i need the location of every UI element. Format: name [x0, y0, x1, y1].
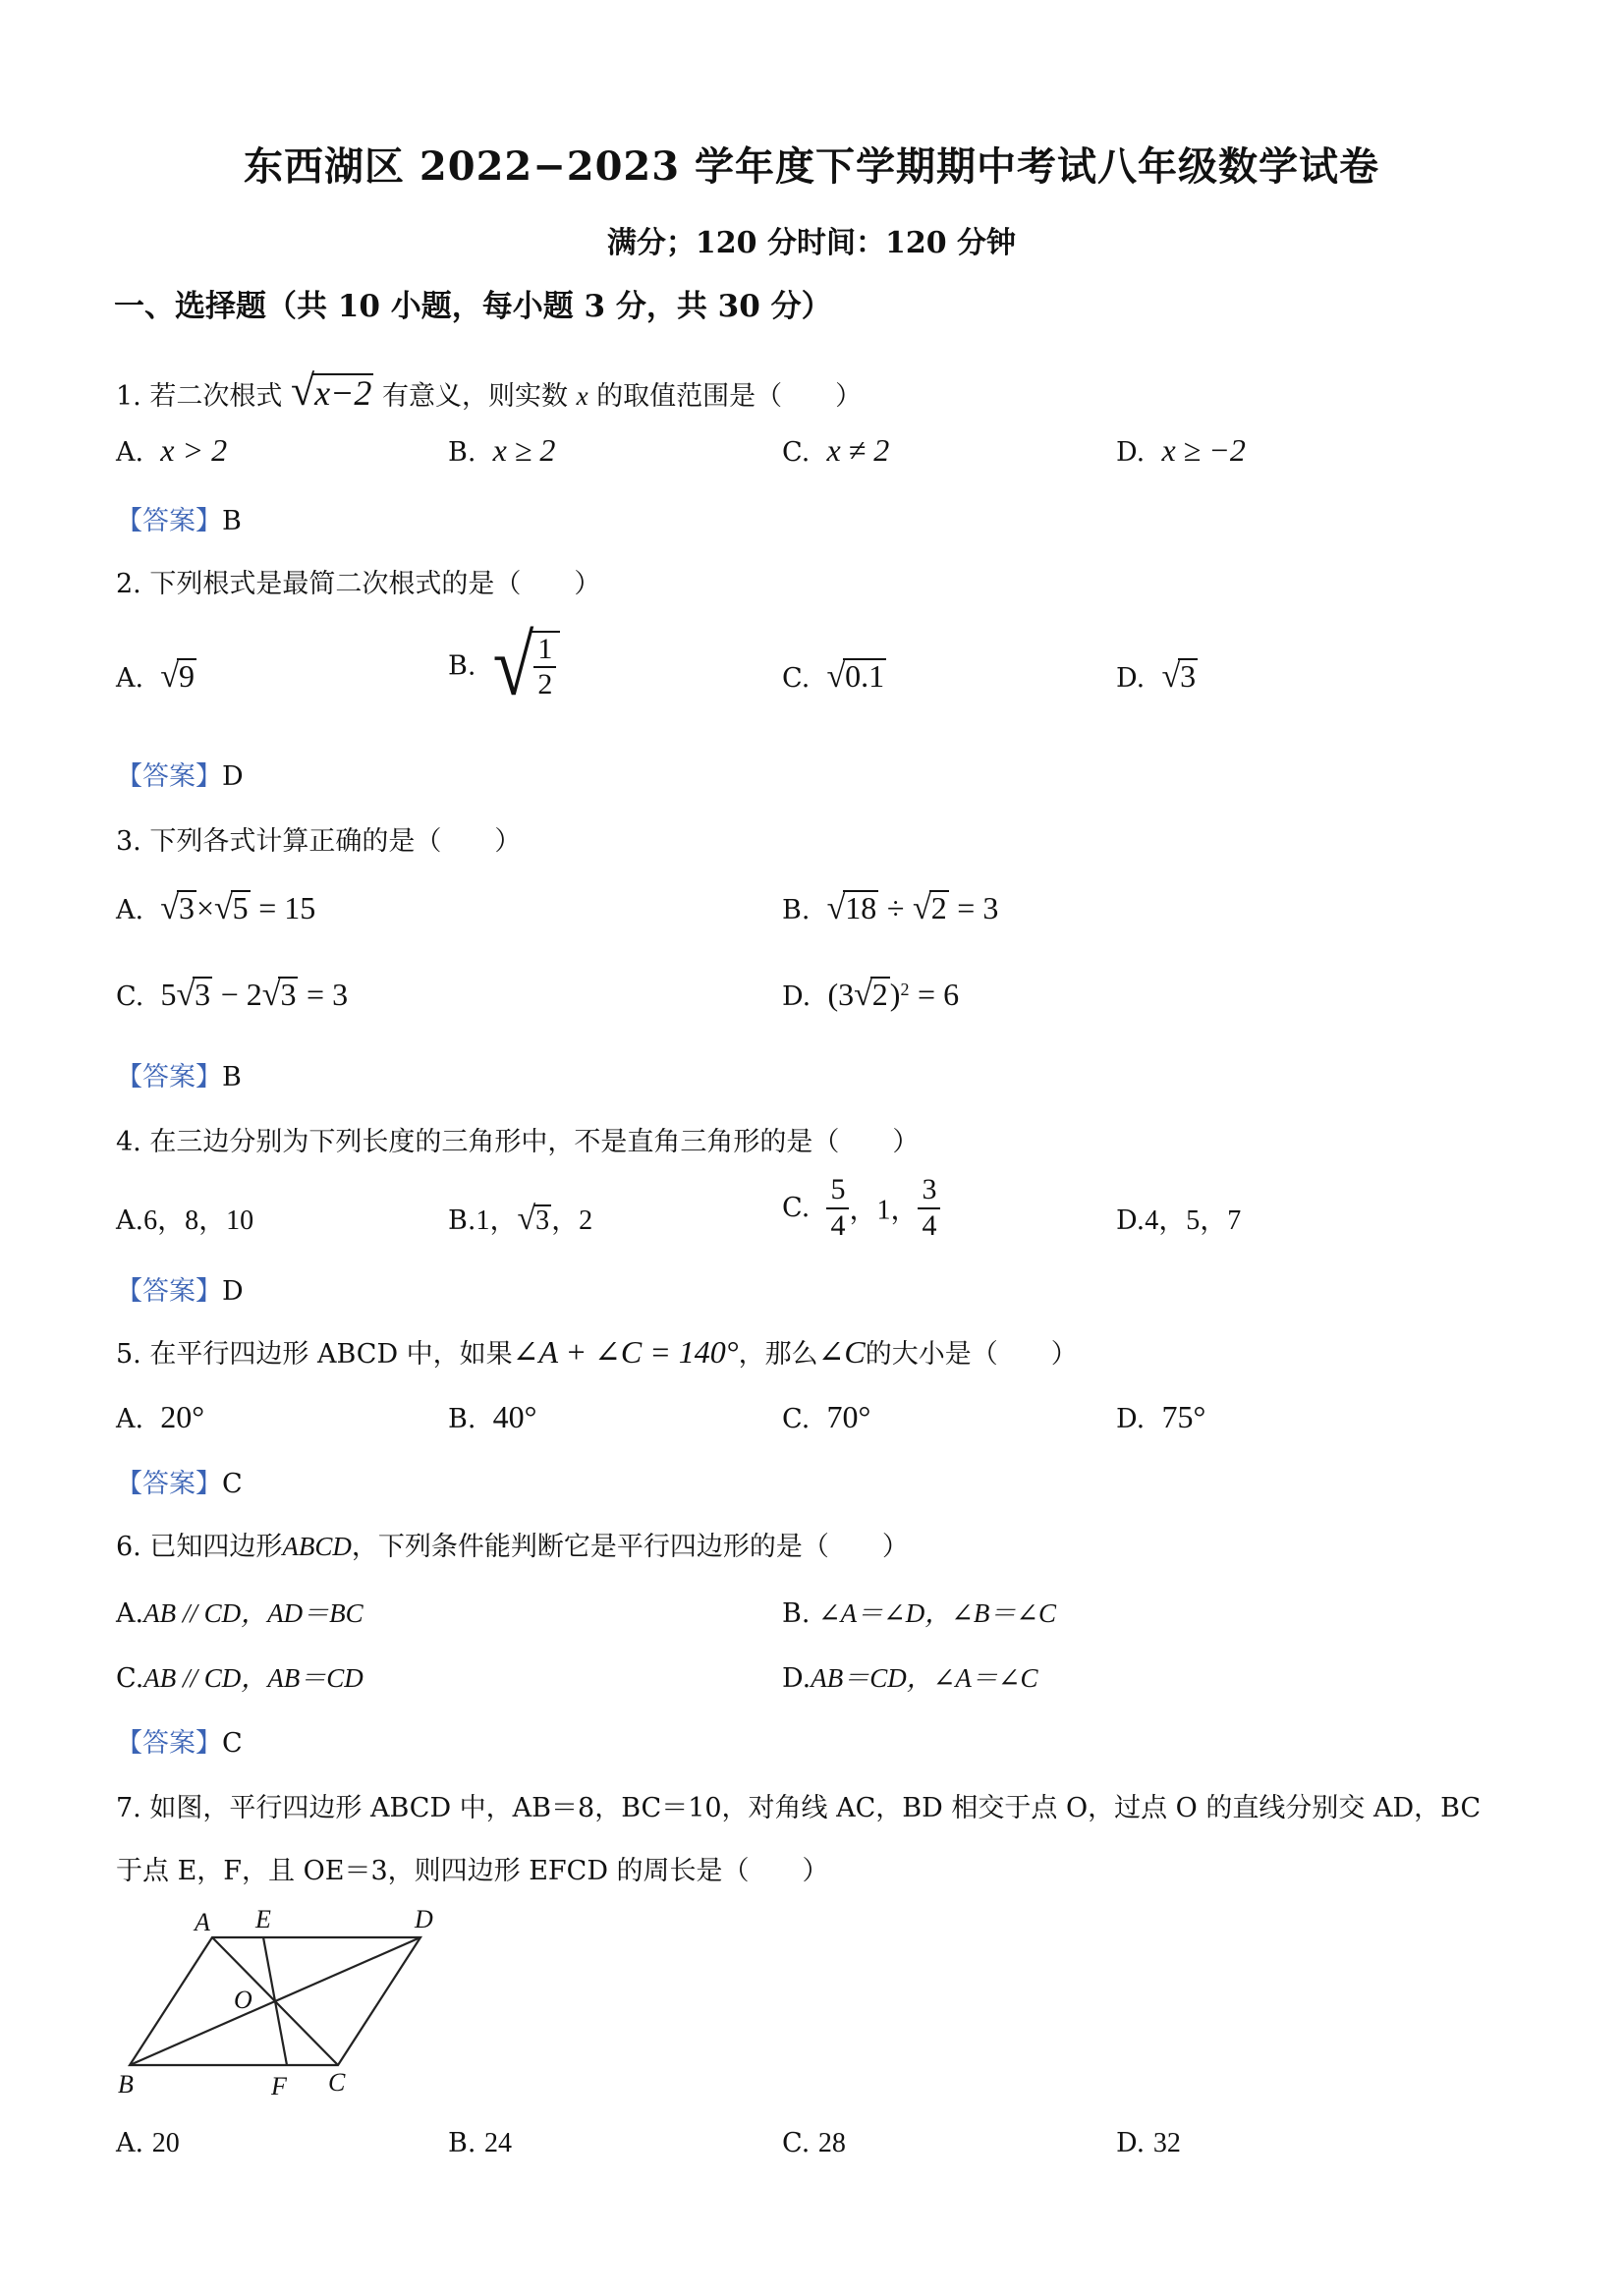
q2-option-a[interactable]: A. √9	[116, 658, 195, 695]
radical-sign: √	[290, 366, 315, 415]
q4-option-b[interactable]: B.1，√3，2	[448, 1201, 593, 1237]
q3-answer: 【答案】B	[116, 1062, 242, 1092]
q4-option-c[interactable]: C. $\frac{5}{4}$ ，1， $\frac{3}{4}$	[782, 1173, 940, 1243]
question-7-line-1: 7. 如图，平行四边形 ABCD 中，AB＝8，BC＝10，对角线 AC，BD 相交于点 O，过点 O 的直线分别交 AD，BC	[116, 1793, 1482, 1823]
q4-option-a[interactable]: A.6，8，10	[116, 1205, 254, 1236]
question-text: 若二次根式	[149, 381, 283, 412]
q4-option-d[interactable]: D.4，5，7	[1116, 1205, 1242, 1236]
question-text: 下列根式是最简二次根式的是（ ）	[149, 569, 601, 599]
q1-option-b[interactable]: B. x ≥ 2	[448, 432, 556, 468]
q2-option-b[interactable]: B. √ $\frac{1}{2}$	[448, 629, 560, 703]
q1-answer: 【答案】B	[116, 506, 242, 536]
q6-option-c[interactable]: C.AB // CD，AB＝CD	[116, 1663, 364, 1694]
q6-option-b[interactable]: B. ∠A＝∠D，∠B＝∠C	[782, 1598, 1057, 1629]
q3-option-a[interactable]: A. √3×√5 = 15	[116, 890, 316, 926]
line-ef	[263, 1937, 287, 2065]
question-5: 5. 在平行四边形 ABCD 中，如果∠A + ∠C = 140°，那么∠C的大小是（ ）	[116, 1334, 1078, 1370]
q3-option-d[interactable]: D. $(3√2)^2 = 6$	[782, 977, 960, 1013]
label-e: E	[255, 1906, 271, 1933]
label-a: A	[195, 1908, 210, 1936]
q3-option-c[interactable]: C. 5√3 − 2√3 = 3	[116, 977, 349, 1013]
parallelogram-figure	[108, 1906, 462, 2102]
exam-subtitle: 满分；120 分时间：120 分钟	[606, 226, 1017, 260]
question-1	[116, 365, 862, 416]
label-c: C	[328, 2068, 346, 2097]
question-4: 4. 在三边分别为下列长度的三角形中，不是直角三角形的是（ ）	[116, 1127, 920, 1157]
exam-title: 东西湖区 2022−2023 学年度下学期期中考试八年级数学试卷	[243, 143, 1380, 190]
q7-option-c[interactable]: C. 28	[782, 2128, 846, 2158]
question-text: 下列各式计算正确的是（ ）	[149, 826, 522, 857]
question-3: 3. 下列各式计算正确的是（ ）	[116, 826, 522, 857]
q1-option-c[interactable]: C. x ≠ 2	[782, 432, 890, 468]
q5-option-c[interactable]: C. 70°	[782, 1399, 871, 1434]
q7-option-a[interactable]: A. 20	[116, 2128, 180, 2158]
question-6: 6. 已知四边形ABCD，下列条件能判断它是平行四边形的是（ ）	[116, 1532, 909, 1562]
q7-option-b[interactable]: B. 24	[448, 2128, 513, 2158]
q3-option-b[interactable]: B. √18 ÷ √2 = 3	[782, 890, 999, 926]
q5-option-a[interactable]: A. 20°	[116, 1399, 205, 1434]
q6-answer: 【答案】C	[116, 1728, 243, 1759]
q7-option-d[interactable]: D. 32	[1116, 2128, 1181, 2158]
q1-option-a[interactable]: A. x > 2	[116, 432, 228, 468]
question-7-line-2: 于点 E，F，且 OE＝3，则四边形 EFCD 的周长是（ ）	[116, 1856, 829, 1886]
label-o: O	[234, 1986, 252, 2014]
question-number: 1.	[116, 381, 141, 412]
variable: x	[576, 381, 588, 411]
q2-answer: 【答案】D	[116, 761, 244, 792]
q6-option-a[interactable]: A.AB // CD，AD＝BC	[116, 1598, 364, 1629]
label-f: F	[271, 2072, 287, 2100]
q5-option-d[interactable]: D. 75°	[1116, 1399, 1206, 1434]
q2-option-d[interactable]: D. √3	[1116, 658, 1197, 695]
section-heading: 一、选择题（共 10 小题，每小题 3 分，共 30 分）	[114, 289, 832, 324]
label-d: D	[415, 1906, 433, 1933]
question-text: 在三边分别为下列长度的三角形中，不是直角三角形的是（ ）	[149, 1127, 920, 1157]
question-2: 2. 下列根式是最简二次根式的是（ ）	[116, 569, 601, 599]
q4-answer: 【答案】D	[116, 1276, 244, 1307]
label-b: B	[118, 2070, 134, 2099]
q1-option-d[interactable]: D. x ≥ −2	[1116, 432, 1246, 468]
radicand: x−2	[314, 373, 372, 413]
q6-option-d[interactable]: D.AB＝CD，∠A＝∠C	[782, 1663, 1038, 1694]
q2-option-c[interactable]: C. √0.1	[782, 658, 885, 695]
q5-option-b[interactable]: B. 40°	[448, 1399, 537, 1434]
question-text: 的取值范围是（ ）	[596, 381, 863, 412]
question-text: 有意义，则实数	[381, 381, 568, 412]
q5-answer: 【答案】C	[116, 1469, 243, 1499]
